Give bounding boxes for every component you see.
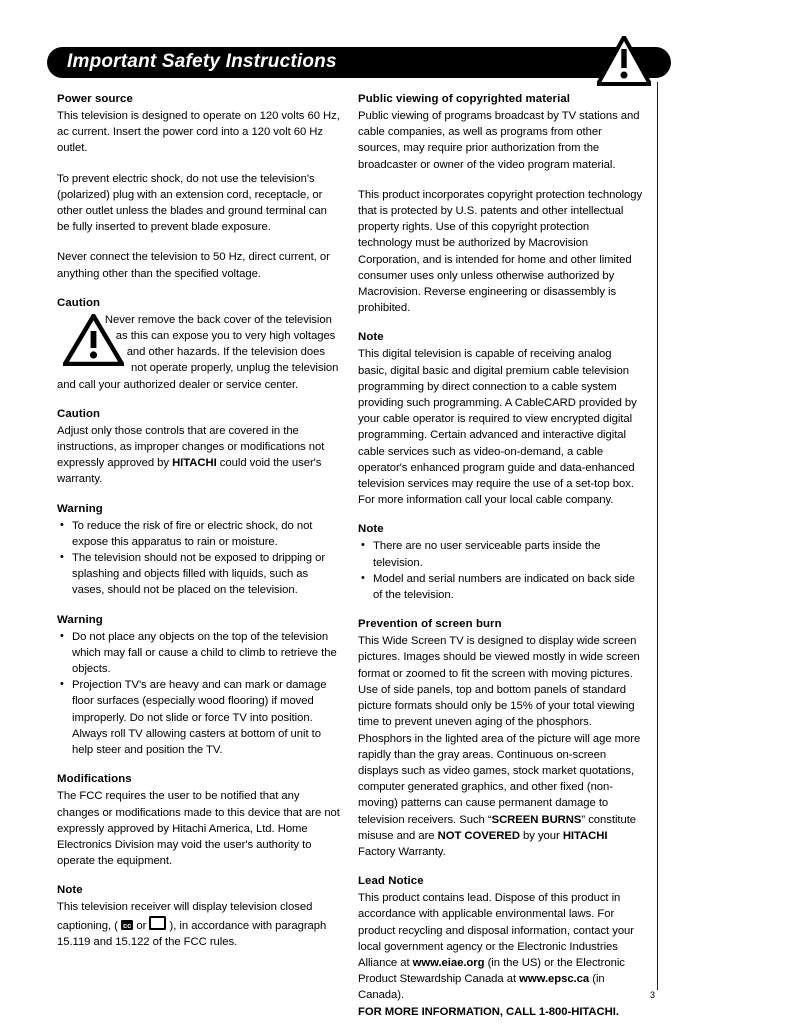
section-heading: Note: [358, 331, 384, 344]
body-text: This Wide Screen TV is designed to display wide screen pictures. Images should be viewed mostly in wide screen format or zoomed to fit the screen with moving pictures. Use of side panels, top and bottom panels of standard picture formats should only be 15% of your total viewing time to prevent uneven aging of the phosphors. Phosphors in the lighted area of the picture will age more rapidly than the gray areas. Continuous on-screen displays such as video games, stock market quotations, computer generated graphics, and other fixed (non-moving) patterns can cause permanent damage to television receivers. Such “: [358, 635, 641, 826]
body-text: (in Canada).: [358, 973, 605, 1002]
page-number: 3: [650, 990, 656, 1000]
section-heading: Note: [57, 884, 83, 897]
cc-text-before: This television receiver will display television closed captioning, (: [57, 901, 313, 932]
section-heading: Prevention of screen burn: [358, 618, 502, 631]
section-heading: Caution: [57, 407, 101, 420]
emphasis-text: www.epsc.ca: [519, 973, 590, 986]
bullet-list: [57, 629, 342, 759]
right-column: [358, 91, 643, 1020]
list-item: • There are no user serviceable parts inside the television.: [358, 538, 643, 570]
section-heading: Warning: [57, 502, 103, 515]
section-lead-notice: [358, 873, 643, 1020]
page-edge-rule: [657, 82, 658, 990]
section-heading: Modifications: [57, 773, 132, 786]
paragraph: This product incorporates copyright protection technology that is protected by U.S. patents and other intellectual property rights. Use of this copyright protection technology must be authorized by Macrovision Corporation, and is intended for home and other limited consumer uses only unless otherwise authorized by Macrovision. Reverse engineering or disassembly is prohibited.: [358, 188, 643, 315]
section-note-digital-cable: [358, 329, 643, 508]
emphasis-text: www.eiae.org: [412, 956, 485, 969]
paragraph: This television is designed to operate on 120 volts 60 Hz, ac current. Insert the power cord into a 120 volt 60 Hz outlet.: [57, 110, 340, 155]
left-column: [57, 91, 342, 950]
call-to-action-line: FOR MORE INFORMATION, CALL 1-800-HITACHI.: [358, 1005, 619, 1018]
paragraph: Public viewing of programs broadcast by TV stations and cable companies, as well as programs from other sources, may require prior authorization from the broadcaster or owner of the video program material.: [358, 110, 640, 171]
section-caution-controls: [57, 406, 342, 488]
emphasis-text: NOT COVERED: [437, 829, 520, 842]
section-caution-back-cover: [57, 295, 342, 393]
body-text: by your: [519, 829, 563, 842]
body-text: This product contains lead. Dispose of this product in accordance with applicable environmental laws. For product recycling and disposal information, contact your local government agency or the Electronic Industries Alliance at: [358, 892, 635, 969]
paragraph: [57, 423, 342, 488]
section-heading: Warning: [57, 613, 103, 626]
section-prevention-screen-burn: [358, 616, 643, 860]
emphasis-text: SCREEN BURNS: [491, 813, 582, 826]
section-modifications: [57, 771, 342, 869]
body-text: Factory Warranty.: [358, 845, 446, 858]
section-warning-moisture: [57, 501, 342, 599]
section-note-service: [358, 521, 643, 603]
section-heading: Caution: [57, 296, 101, 309]
section-header-banner: [47, 47, 671, 78]
section-heading: Power source: [57, 93, 133, 105]
section-heading: Lead Notice: [358, 875, 424, 888]
paragraph: [358, 633, 643, 860]
section-power-source: [57, 91, 342, 282]
body-text: ” constitute misuse and are: [358, 813, 637, 842]
closed-caption-icon: cc: [122, 920, 132, 930]
section-public-viewing: [358, 91, 643, 316]
bullet-list: [57, 518, 342, 599]
section-note-closed-captioning: [57, 882, 342, 950]
warning-triangle-icon: [597, 36, 651, 86]
list-item: • Model and serial numbers are indicated on back side of the television.: [358, 571, 643, 603]
list-item: • To reduce the risk of fire or electric shock, do not expose this apparatus to rain or moisture.: [57, 518, 342, 550]
emphasis-text: HITACHI: [562, 829, 608, 842]
cc-text-middle: or: [133, 919, 150, 932]
section-heading: Public viewing of copyrighted material: [358, 93, 571, 105]
paragraph: [57, 899, 342, 950]
blank-caption-box-icon: [149, 916, 166, 930]
paragraph: [358, 890, 643, 1003]
body-text: (in the US) or the Electronic Product Stewardship Canada at: [358, 956, 625, 986]
body-text: Adjust only those controls that are covered in the instructions, as improper changes or modifications not expressly approved by: [57, 424, 325, 470]
paragraph: The FCC requires the user to be notified that any changes or modifications made to this device that are not expressly approved by Hitachi America, Ltd. Home Electronics Division may void the user's authority to operate the equipment.: [57, 790, 340, 868]
paragraph: Never connect the television to 50 Hz, direct current, or anything other than the specified voltage.: [57, 251, 330, 280]
caution-body: [57, 312, 342, 393]
page-title: Important Safety Instructions: [67, 51, 337, 72]
section-heading: Note: [358, 523, 384, 536]
list-item: • Projection TV's are heavy and can mark or damage floor surfaces (especially wood flooring) if moved improperly. Do not slide or force TV into position. Always roll TV allowing casters at bottom of unit to help steer and position the TV.: [57, 677, 342, 758]
emphasis-text: HITACHI: [172, 457, 217, 470]
section-warning-objects: [57, 612, 342, 759]
cc-text-after: ), in accordance with paragraph 15.119 and 15.122 of the FCC rules.: [57, 919, 327, 948]
list-item: • The television should not be exposed to dripping or splashing and objects filled with liquids, such as vases, should not be placed on the television.: [57, 550, 342, 599]
paragraph: This digital television is capable of receiving analog basic, digital basic and digital premium cable television programming by direct connection to a cable system providing such programming. A CableCARD provided by your cable operator is required to view encrypted digital programming. Certain advanced and interactive digital cable services such as video-on-demand, a cable operator's enhanced program guide and data-enhanced television services may require the use of a set-top box. For more information call your local cable company.: [358, 348, 637, 507]
bullet-list: [358, 538, 643, 603]
list-item: • Do not place any objects on the top of the television which may fall or cause a child to climb to retrieve the objects.: [57, 629, 342, 678]
paragraph: To prevent electric shock, do not use the television's (polarized) plug with an extension cord, receptacle, or other outlet unless the blades and ground terminal can be fully inserted to prevent blade exposure.: [57, 172, 327, 234]
body-text: could void the user's warranty.: [57, 457, 322, 486]
paragraph: Never remove the back cover of the television as this can expose you to very high voltages and other hazards. If the television does not operate properly, unplug the television and call your authorized dealer or service center.: [57, 313, 339, 391]
